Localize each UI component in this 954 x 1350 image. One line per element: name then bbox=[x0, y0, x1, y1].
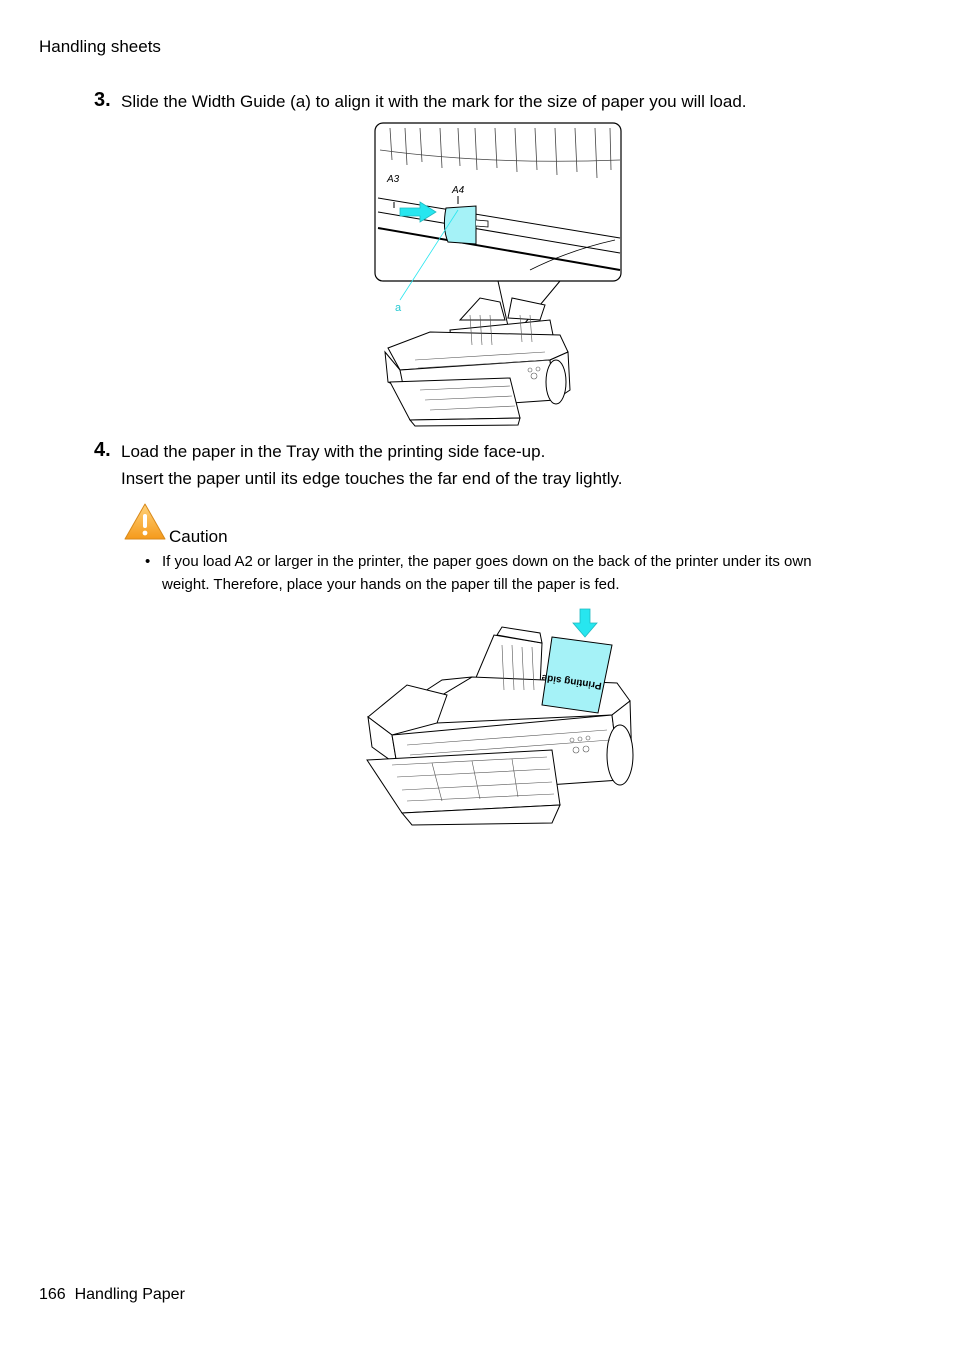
step-4-text-line-1: Load the paper in the Tray with the printing side face-up. bbox=[121, 442, 546, 461]
callout-a-label: a bbox=[395, 302, 402, 314]
printer-body bbox=[385, 298, 570, 426]
running-header: Handling sheets bbox=[39, 37, 161, 56]
caution-bullet-marker: • bbox=[145, 553, 151, 570]
a3-mark-label: A3 bbox=[387, 174, 400, 185]
printing-side-label: Printing side bbox=[540, 671, 603, 691]
width-guide bbox=[444, 206, 476, 244]
chapter-title: Handling Paper bbox=[74, 1286, 185, 1303]
zoom-callout-box bbox=[375, 123, 621, 281]
step-3-text: Slide the Width Guide (a) to align it with the mark for the size of paper you will load. bbox=[121, 92, 747, 111]
step-4-number: 4. bbox=[94, 439, 111, 461]
step-3-number: 3. bbox=[94, 89, 111, 111]
step-4-text-line-2: Insert the paper until its edge touches the far end of the tray lightly. bbox=[121, 469, 623, 488]
caution-bullet-line-2: weight. Therefore, place your hands on the paper till the paper is fed. bbox=[162, 576, 620, 593]
paper-loading-illustration bbox=[362, 605, 637, 830]
page-number: 166 bbox=[39, 1286, 66, 1303]
caution-title: Caution bbox=[169, 527, 228, 546]
caution-bullet-line-1: If you load A2 or larger in the printer, the paper goes down on the back of the printer under its own bbox=[162, 553, 812, 570]
caution-warning-icon bbox=[123, 502, 167, 542]
page-footer bbox=[39, 1286, 185, 1304]
width-guide-illustration bbox=[370, 120, 630, 430]
a4-mark-label: A4 bbox=[452, 185, 465, 196]
down-arrow-icon bbox=[573, 609, 597, 637]
